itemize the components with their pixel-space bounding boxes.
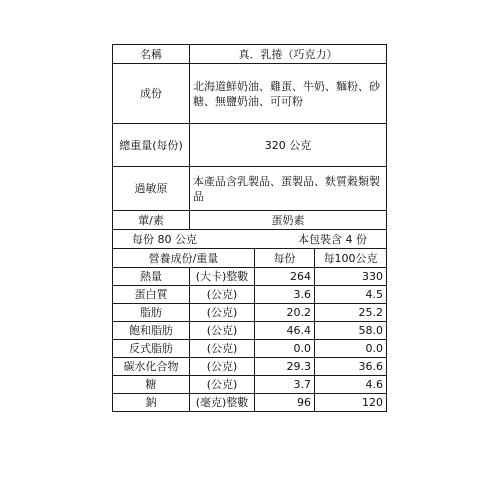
nutrient-unit: (公克)	[190, 376, 255, 394]
per-100g-header: 每100公克	[315, 249, 387, 268]
nutrient-per-serving: 3.6	[255, 286, 315, 304]
nutrient-row	[113, 268, 387, 286]
nutrient-per-100g: 120	[315, 394, 387, 412]
nutrient-per-serving: 0.0	[255, 340, 315, 358]
nutrient-per-100g: 4.6	[315, 376, 387, 394]
nutrient-per-100g: 58.0	[315, 322, 387, 340]
nutrient-unit: (公克)	[190, 322, 255, 340]
per-serving-header: 每份	[255, 249, 315, 268]
nutrient-row	[113, 376, 387, 394]
ingredients-label: 成份	[113, 64, 190, 124]
weight-row	[113, 124, 387, 167]
allergen-value: 本產品含乳製品、蛋製品、麩質穀類製品	[190, 167, 387, 211]
nutrient-unit: (公克)	[190, 358, 255, 376]
nutrient-unit: (毫克)整數	[190, 394, 255, 412]
nutrient-per-serving: 46.4	[255, 322, 315, 340]
serving-row	[113, 230, 387, 249]
nutrient-name: 反式脂肪	[113, 340, 190, 358]
nutrient-name: 碳水化合物	[113, 358, 190, 376]
nutrient-row	[113, 394, 387, 412]
name-row	[113, 45, 387, 64]
serving-info	[113, 230, 387, 249]
nutrition-table	[112, 44, 387, 412]
nutrient-per-100g: 25.2	[315, 304, 387, 322]
nutrient-row	[113, 286, 387, 304]
nutrient-unit: (大卡)整數	[190, 268, 255, 286]
nutrient-per-100g: 0.0	[315, 340, 387, 358]
nutrition-header: 營養成份/重量	[113, 249, 255, 268]
ingredients-value: 北海道鮮奶油、雞蛋、牛奶、麵粉、砂糖、無鹽奶油、可可粉	[190, 64, 387, 124]
diet-label: 葷/素	[113, 211, 190, 230]
product-name: 真．乳捲（巧克力）	[190, 45, 387, 64]
name-label: 名稱	[113, 45, 190, 64]
nutrient-name: 蛋白質	[113, 286, 190, 304]
serving-size: 每份 80 公克	[132, 232, 197, 246]
nutrient-name: 飽和脂肪	[113, 322, 190, 340]
nutrient-row	[113, 340, 387, 358]
nutrient-unit: (公克)	[190, 340, 255, 358]
nutrient-name: 熱量	[113, 268, 190, 286]
nutrient-per-100g: 330	[315, 268, 387, 286]
nutrient-per-serving: 3.7	[255, 376, 315, 394]
diet-row	[113, 211, 387, 230]
nutrient-per-serving: 20.2	[255, 304, 315, 322]
nutrient-per-serving: 29.3	[255, 358, 315, 376]
nutrient-unit: (公克)	[190, 286, 255, 304]
nutrient-unit: (公克)	[190, 304, 255, 322]
nutrient-name: 糖	[113, 376, 190, 394]
nutrient-name: 鈉	[113, 394, 190, 412]
nutrition-label	[112, 44, 386, 412]
ingredients-row	[113, 64, 387, 124]
nutrient-per-serving: 264	[255, 268, 315, 286]
weight-label: 總重量(每份)	[113, 124, 190, 167]
weight-value: 320 公克	[190, 124, 387, 167]
nutrient-per-100g: 4.5	[315, 286, 387, 304]
nutrient-row	[113, 304, 387, 322]
allergen-row	[113, 167, 387, 211]
nutrient-rows	[113, 268, 387, 412]
nutrient-name: 脂肪	[113, 304, 190, 322]
nutrient-per-serving: 96	[255, 394, 315, 412]
nutrient-row	[113, 322, 387, 340]
diet-value: 蛋奶素	[190, 211, 387, 230]
nutrition-header-row	[113, 249, 387, 268]
allergen-label: 過敏原	[113, 167, 190, 211]
nutrient-row	[113, 358, 387, 376]
servings-per-pack: 本包裝含 4 份	[298, 232, 368, 246]
nutrient-per-100g: 36.6	[315, 358, 387, 376]
